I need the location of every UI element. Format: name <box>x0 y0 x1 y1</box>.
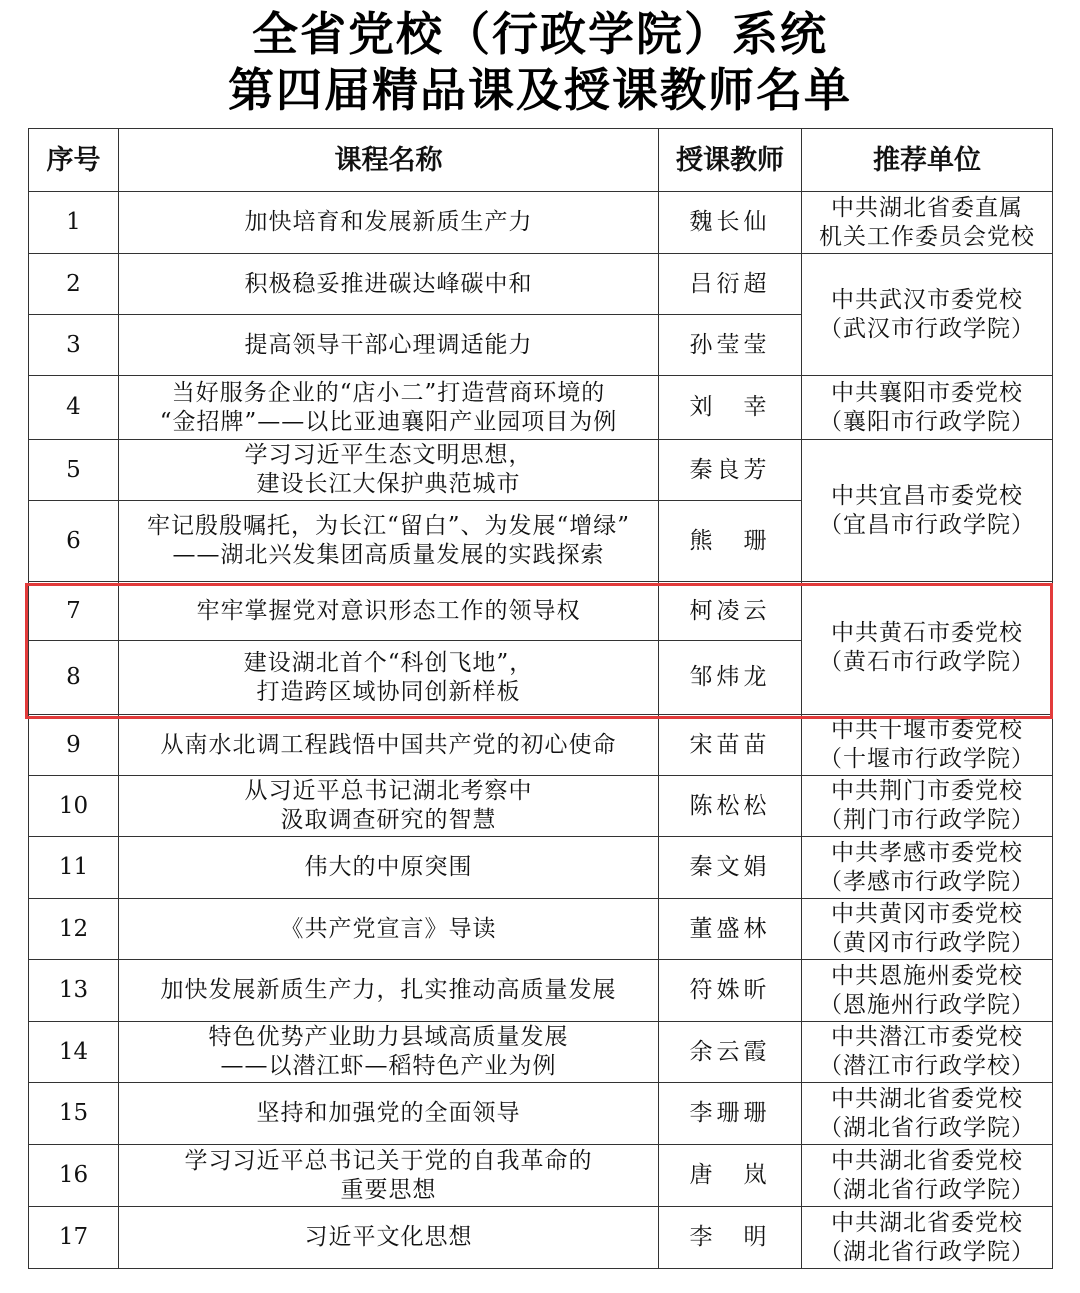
teacher-cell: 李 明 <box>659 1207 802 1269</box>
table-row <box>29 1083 1053 1145</box>
recommending-unit-cell <box>802 899 1053 960</box>
unit-line: （黄冈市行政学院） <box>819 930 1035 956</box>
teacher-cell: 熊 珊 <box>659 501 802 582</box>
table-row <box>29 1022 1053 1083</box>
course-name-line: 重要思想 <box>340 1176 437 1203</box>
unit-line: 中共湖北省委党校 <box>831 1085 1023 1112</box>
unit-line: 中共湖北省委党校 <box>831 1209 1023 1236</box>
unit-line: （潜江市行政学校） <box>819 1053 1035 1079</box>
unit-line: 中共武汉市委党校 <box>831 286 1023 313</box>
unit-line: 机关工作委员会党校 <box>819 223 1035 250</box>
row-index: 1 <box>29 192 119 254</box>
header-index: 序号 <box>29 129 119 192</box>
course-name-cell <box>119 254 659 315</box>
teacher-cell: 陈松松 <box>659 776 802 837</box>
course-name-cell <box>119 1022 659 1083</box>
table-row <box>29 837 1053 899</box>
course-name-line: 学习习近平生态文明思想， <box>244 442 533 468</box>
teacher-cell: 刘 幸 <box>659 376 802 440</box>
table-row <box>29 960 1053 1022</box>
header-unit: 推荐单位 <box>802 129 1053 192</box>
course-name-line: 建设长江大保护典范城市 <box>256 471 521 497</box>
recommending-unit-cell <box>802 1083 1053 1145</box>
table-row <box>29 440 1053 501</box>
teacher-cell: 董盛林 <box>659 899 802 960</box>
teacher-cell: 魏长仙 <box>659 192 802 254</box>
unit-line: 中共孝感市委党校 <box>831 839 1023 866</box>
unit-line: 中共黄冈市委党校 <box>831 901 1023 927</box>
unit-line: （十堰市行政学院） <box>819 746 1035 772</box>
title-line-2: 第四届精品课及授课教师名单 <box>228 63 852 117</box>
course-name-line: 习近平文化思想 <box>304 1224 473 1250</box>
table-row <box>29 582 1053 641</box>
course-name-cell <box>119 960 659 1022</box>
unit-line: 中共十堰市委党校 <box>831 717 1023 743</box>
course-name-line: 伟大的中原突围 <box>304 854 473 880</box>
course-name-line: 从习近平总书记湖北考察中 <box>244 778 533 804</box>
header-teacher: 授课教师 <box>659 129 802 192</box>
title-line-1: 全省党校（行政学院）系统 <box>252 7 828 61</box>
unit-line: 中共湖北省委直属 <box>831 194 1023 221</box>
recommending-unit-cell <box>802 254 1053 376</box>
course-name-line: 从南水北调工程践悟中国共产党的初心使命 <box>160 731 617 758</box>
teacher-cell: 符姝昕 <box>659 960 802 1022</box>
unit-line: （孝感市行政学院） <box>819 868 1035 895</box>
course-name-line: 学习习近平总书记关于党的自我革命的 <box>184 1147 593 1174</box>
unit-line: 中共襄阳市委党校 <box>831 379 1023 406</box>
recommending-unit-cell <box>802 837 1053 899</box>
unit-line: （恩施州行政学院） <box>819 991 1035 1018</box>
unit-line: （湖北省行政学院） <box>819 1114 1035 1141</box>
row-index: 9 <box>29 715 119 776</box>
row-index: 2 <box>29 254 119 315</box>
teacher-cell: 李珊珊 <box>659 1083 802 1145</box>
recommending-unit-cell <box>802 376 1053 440</box>
row-index: 14 <box>29 1022 119 1083</box>
table-row <box>29 715 1053 776</box>
unit-line: （黄石市行政学院） <box>819 649 1035 675</box>
teacher-cell: 吕衍超 <box>659 254 802 315</box>
recommending-unit-cell <box>802 582 1053 715</box>
table-header-row <box>29 129 1053 192</box>
course-name-line: ——以潜江虾—稻特色产业为例 <box>220 1053 557 1079</box>
course-name-cell <box>119 1083 659 1145</box>
recommending-unit-cell <box>802 776 1053 837</box>
course-name-line: 建设湖北首个“科创飞地”， <box>243 649 534 676</box>
course-roster-table <box>28 128 1053 1269</box>
teacher-cell: 宋苗苗 <box>659 715 802 776</box>
header-course: 课程名称 <box>119 129 659 192</box>
course-name-cell <box>119 1145 659 1207</box>
recommending-unit-cell <box>802 1207 1053 1269</box>
recommending-unit-cell <box>802 440 1053 582</box>
row-index: 4 <box>29 376 119 440</box>
table-row <box>29 1207 1053 1269</box>
row-index: 15 <box>29 1083 119 1145</box>
course-name-line: 积极稳妥推进碳达峰碳中和 <box>244 270 533 297</box>
course-name-cell <box>119 1207 659 1269</box>
row-index: 6 <box>29 501 119 582</box>
unit-line: 中共潜江市委党校 <box>831 1024 1023 1050</box>
row-index: 17 <box>29 1207 119 1269</box>
course-name-line: 打造跨区域协同创新样板 <box>256 678 521 705</box>
row-index: 12 <box>29 899 119 960</box>
table-row <box>29 899 1053 960</box>
teacher-cell: 秦良芳 <box>659 440 802 501</box>
unit-line: （湖北省行政学院） <box>819 1238 1035 1265</box>
course-name-line: 特色优势产业助力县域高质量发展 <box>208 1024 569 1050</box>
course-name-cell <box>119 501 659 582</box>
course-name-line: 当好服务企业的“店小二”打造营商环境的 <box>171 379 606 406</box>
course-name-cell <box>119 192 659 254</box>
recommending-unit-cell <box>802 960 1053 1022</box>
course-name-line: 汲取调查研究的智慧 <box>280 807 497 833</box>
unit-line: 中共黄石市委党校 <box>831 620 1023 646</box>
row-index: 5 <box>29 440 119 501</box>
unit-line: （荆门市行政学院） <box>819 807 1035 833</box>
course-name-cell <box>119 582 659 641</box>
table-row <box>29 192 1053 254</box>
teacher-cell: 秦文娟 <box>659 837 802 899</box>
row-index: 10 <box>29 776 119 837</box>
unit-line: （襄阳市行政学院） <box>819 408 1035 435</box>
course-name-line: 提高领导干部心理调适能力 <box>244 331 533 358</box>
course-name-cell <box>119 899 659 960</box>
table-row <box>29 254 1053 315</box>
course-name-line: 加快发展新质生产力，扎实推动高质量发展 <box>160 977 617 1003</box>
course-name-cell <box>119 376 659 440</box>
unit-line: （武汉市行政学院） <box>819 315 1035 342</box>
recommending-unit-cell <box>802 192 1053 254</box>
unit-line: 中共宜昌市委党校 <box>831 482 1023 509</box>
teacher-cell: 唐 岚 <box>659 1145 802 1207</box>
unit-line: 中共恩施州委党校 <box>831 962 1023 989</box>
unit-line: （湖北省行政学院） <box>819 1176 1035 1203</box>
course-name-line: 牢记殷殷嘱托，为长江“留白”、为发展“增绿” <box>146 513 631 539</box>
course-name-line: 加快培育和发展新质生产力 <box>244 209 533 235</box>
course-name-cell <box>119 837 659 899</box>
row-index: 3 <box>29 315 119 376</box>
teacher-cell: 余云霞 <box>659 1022 802 1083</box>
teacher-cell: 柯凌云 <box>659 582 802 641</box>
row-index: 7 <box>29 582 119 641</box>
course-name-line: “金招牌”——以比亚迪襄阳产业园项目为例 <box>159 408 618 435</box>
course-name-line: 坚持和加强党的全面领导 <box>256 1100 521 1126</box>
table-row <box>29 1145 1053 1207</box>
unit-line: （宜昌市行政学院） <box>819 511 1035 538</box>
course-name-cell <box>119 440 659 501</box>
teacher-cell: 孙莹莹 <box>659 315 802 376</box>
unit-line: 中共湖北省委党校 <box>831 1147 1023 1174</box>
teacher-cell: 邹炜龙 <box>659 641 802 715</box>
recommending-unit-cell <box>802 715 1053 776</box>
course-name-line: ——湖北兴发集团高质量发展的实践探索 <box>172 542 605 568</box>
table-row <box>29 776 1053 837</box>
course-name-line: 《共产党宣言》导读 <box>280 915 497 942</box>
course-name-line: 牢牢掌握党对意识形态工作的领导权 <box>196 597 581 624</box>
row-index: 8 <box>29 641 119 715</box>
row-index: 11 <box>29 837 119 899</box>
course-name-cell <box>119 315 659 376</box>
unit-line: 中共荆门市委党校 <box>831 778 1023 804</box>
course-name-cell <box>119 641 659 715</box>
recommending-unit-cell <box>802 1022 1053 1083</box>
course-name-cell <box>119 715 659 776</box>
recommending-unit-cell <box>802 1145 1053 1207</box>
table-row <box>29 376 1053 440</box>
row-index: 16 <box>29 1145 119 1207</box>
row-index: 13 <box>29 960 119 1022</box>
course-name-cell <box>119 776 659 837</box>
document-title <box>0 6 1080 118</box>
table-body <box>29 192 1053 1269</box>
